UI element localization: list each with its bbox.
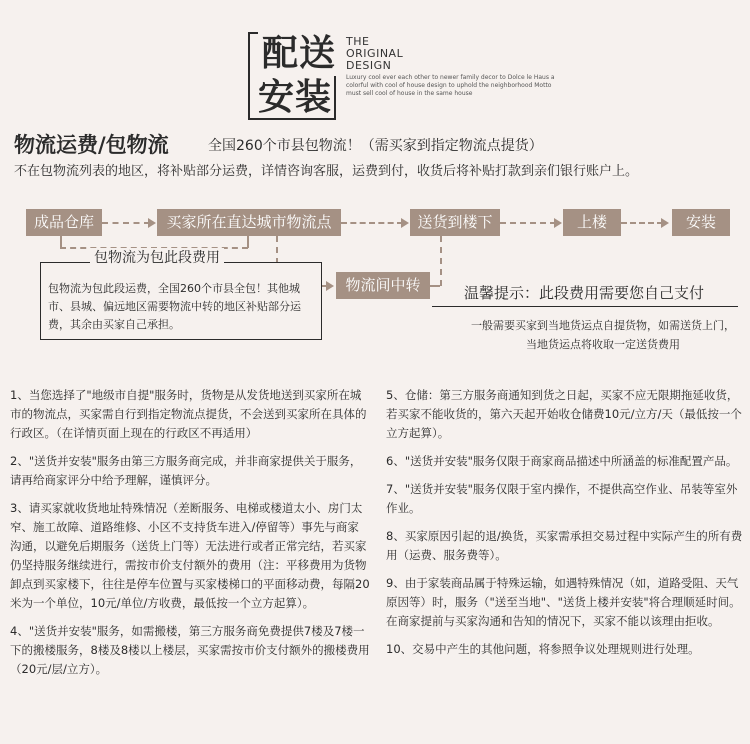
flow-step-transfer: 物流间中转 <box>336 272 430 299</box>
brand-mark <box>346 36 403 71</box>
brand-line1: THE <box>346 35 370 48</box>
flow-arrowhead <box>401 218 409 228</box>
list-item: 5、仓储：第三方服务商通知到货之日起，买家不应无限期拖延收货，若买家不能收货的，第六天起开始收仓储费10元/立方/天（最低按一个立方起算）。 <box>386 388 742 440</box>
page-title-line1: 配送 <box>258 32 340 76</box>
section-subtitle: 不在包物流列表的地区，将补贴部分运费，详情咨询客服，运费到付，收货后将补贴打款到亲们银行账户上。 <box>14 164 639 179</box>
list-item: 10、交易中产生的其他问题，将参照争议处理规则进行处理。 <box>386 642 700 656</box>
flow-transfer-line <box>430 285 440 287</box>
brand-line3: DESIGN <box>346 59 392 72</box>
flow-arrowhead <box>148 218 156 228</box>
flow-step-city-logistics: 买家所在直达城市物流点 <box>157 209 341 236</box>
page-title-line2: 安装 <box>258 77 333 118</box>
flow-arrowhead <box>661 218 669 228</box>
flow-step-deliver-downstairs: 送货到楼下 <box>410 209 500 236</box>
flow-arrow <box>341 222 403 224</box>
list-item: 2、"送货并安装"服务由第三方服务商完成，并非商家提供关于服务，请再给商家评分中给予理解，谨慎评分。 <box>10 454 362 487</box>
list-item: 7、"送货并安装"服务仅限于室内操作，不提供高空作业、吊装等室外作业。 <box>386 482 738 515</box>
warm-tip-detail: 一般需要买家到当地货运点自提货物，如需送货上门，当地货运点将收取一定送货费用 <box>471 319 735 351</box>
brand-tagline: Luxury cool ever each other to newer family decor to Dolce le Haus a colorful with cool of house design to uphold the neighborhood Motto must sell cool of house in the same house <box>346 74 555 97</box>
flow-step-install: 安装 <box>672 209 730 236</box>
flow-arrow <box>621 222 663 224</box>
package-note-detail: 包物流为包此段运费，全国260个市县全包！其他城市、县城、偏远地区需要物流中转的地区补贴部分运费，其余由买家自己承担。 <box>48 282 301 331</box>
list-item: 9、由于家装商品属于特殊运输，如遇特殊情况（如，道路受阻、天气原因等）时，服务（"送至当地"、"送货上楼并安装"将合理顺延时间。在商家提前与买家沟通和告知的情况下，买家不能以该理由拒收。 <box>386 576 741 628</box>
brand-line2: ORIGINAL <box>346 47 404 60</box>
flow-arrowhead <box>326 281 334 291</box>
list-item: 3、请买家就收货地址特殊情况（差断服务、电梯或楼道太小、房门太窄、施工故障、道路维修、小区不支持货车进入/停留等）事先与商家沟通，以避免后期服务（送货上门等）无法进行或者正常完结，若买家仍坚持服务继续进行，需按市价支付额外的费用（注：平移费用为货物卸点到买家楼下，往往是停车位置与买家楼梯口的平面移动费，每隔20米为一个单位，10元/单位/方收费，最低按一个立方起算）。 <box>10 501 370 610</box>
flow-arrow <box>500 222 556 224</box>
flow-step-upstairs: 上楼 <box>563 209 621 236</box>
flow-arrowhead <box>554 218 562 228</box>
flow-transfer-line <box>440 236 442 286</box>
notes-left-column <box>10 386 370 688</box>
flow-bracket-right <box>247 236 249 248</box>
flow-step-warehouse: 成品仓库 <box>26 209 102 236</box>
warm-tip-title: 温馨提示：此段费用需要您自己支付 <box>464 284 705 302</box>
list-item: 4、"送货并安装"服务，如需搬楼，第三方服务商免费提供7楼及7楼一下的搬楼服务，8楼及8楼以上楼层，买家需按市价支付额外的搬楼费用（20元/层/立方）。 <box>10 624 370 676</box>
list-item: 1、当您选择了"地级市自提"服务时，货物是从发货地送到买家所在城市的物流点，买家需自行到指定物流点提货，不会送到买家所在具体的行政区。（在详情页面上现在的行政区不再适用） <box>10 388 367 440</box>
list-item: 6、"送货并安装"服务仅限于商家商品描述中所涵盖的标准配置产品。 <box>386 454 738 468</box>
warm-tip-divider <box>432 306 738 307</box>
notes-right-column <box>386 386 744 668</box>
flow-arrow <box>102 222 150 224</box>
section-title: 物流运费/包物流 <box>14 133 169 157</box>
package-note-title: 包物流为包此段费用 <box>90 248 224 268</box>
section-title-note: 全国260个市县包物流！（需买家到指定物流点提货） <box>208 138 543 154</box>
list-item: 8、买家原因引起的退/换货，买家需承担交易过程中实际产生的所有费用（运费、服务费等）。 <box>386 529 743 562</box>
